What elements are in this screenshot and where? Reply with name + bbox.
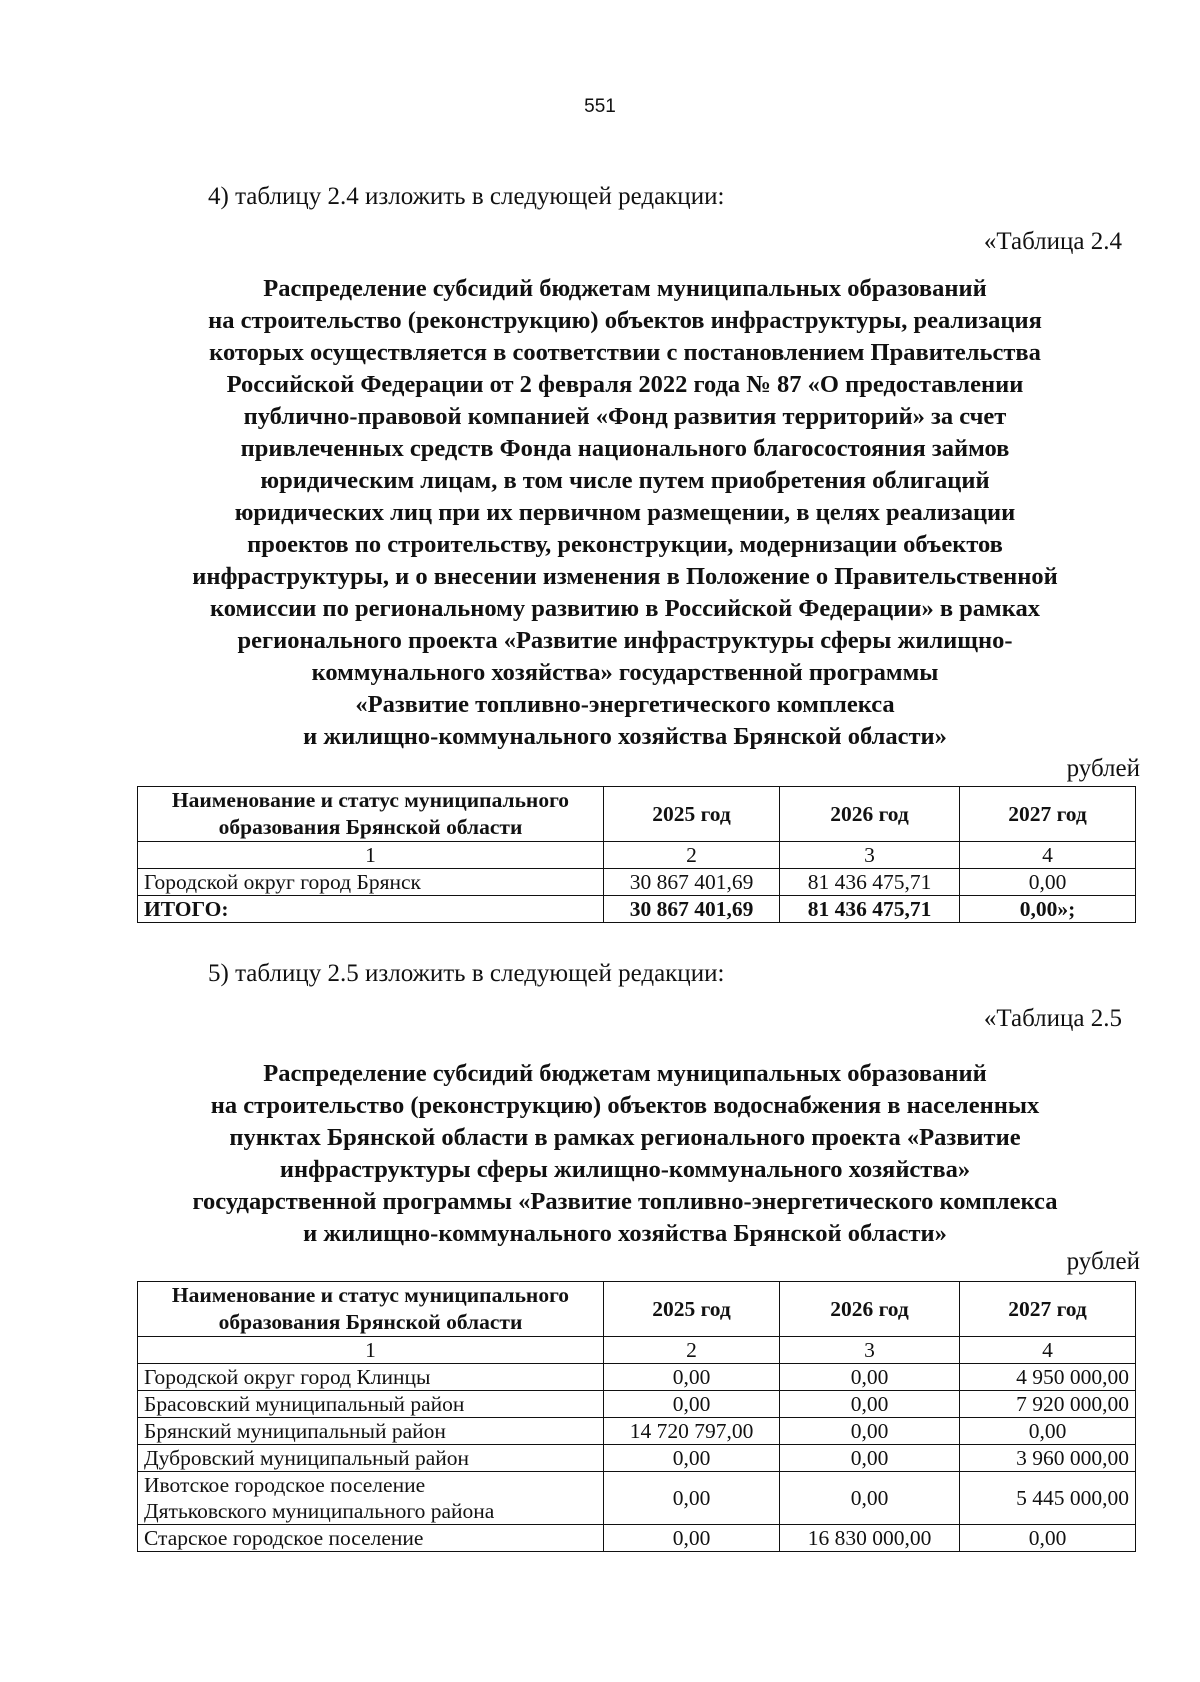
heading-line: коммунального хозяйства» государственной программы [311,659,939,686]
section-4-instruction: 4) таблицу 2.4 изложить в следующей редакции: [208,183,725,210]
value-2025: 14 720 797,00 [604,1418,780,1445]
heading-line: привлеченных средств Фонда национального благосостояния займов [240,435,1010,462]
section-5-instruction: 5) таблицу 2.5 изложить в следующей редакции: [208,960,725,987]
heading-line: инфраструктуры, и о внесении изменения в Положение о Правительственной [192,563,1058,590]
page-number: 551 [584,96,616,117]
value-2026: 0,00 [780,1472,960,1525]
heading-line: и жилищно-коммунального хозяйства Брянской области» [303,723,947,750]
heading-line: на строительство (реконструкцию) объектов инфраструктуры, реализация [208,307,1042,334]
municipality-name: Дубровский муниципальный район [138,1445,604,1472]
table-row [138,869,1136,896]
municipality-name: Городской округ город Брянск [138,869,604,896]
heading-line: государственной программы «Развитие топливно-энергетического комплекса [192,1188,1058,1215]
table-2-5-units: рублей [1066,1248,1140,1275]
table-row [138,1391,1136,1418]
header-line: Наименование и статус муниципального [171,788,570,812]
table-header-row [138,787,1136,842]
header-2025: 2025 год [604,787,780,842]
value-2027: 5 445 000,00 [960,1472,1136,1525]
table-row [138,1364,1136,1391]
table-row [138,1445,1136,1472]
heading-line: которых осуществляется в соответствии с постановлением Правительства [209,339,1041,366]
heading-line: комиссии по региональному развитию в Российской Федерации» в рамках [209,595,1040,622]
value-2027: 0,00 [960,869,1136,896]
heading-line: Российской Федерации от 2 февраля 2022 года № 87 «О предоставлении [226,371,1024,398]
header-municipality [138,787,604,842]
column-number: 3 [780,1337,960,1364]
column-number: 3 [780,842,960,869]
table-2-4-units: рублей [1066,755,1140,782]
value-2027: 4 950 000,00 [960,1364,1136,1391]
numbering-row [138,842,1136,869]
value-2026: 16 830 000,00 [780,1525,960,1552]
column-number: 4 [960,842,1136,869]
value-2025: 0,00 [604,1391,780,1418]
table-2-5-heading [130,1058,1120,1250]
value-2027: 7 920 000,00 [960,1391,1136,1418]
table-row [138,1525,1136,1552]
value-2025: 30 867 401,69 [604,869,780,896]
value-2026: 81 436 475,71 [780,869,960,896]
heading-line: юридическим лицам, в том числе путем приобретения облигаций [260,467,990,494]
column-number: 2 [604,842,780,869]
heading-line: и жилищно-коммунального хозяйства Брянской области» [303,1220,947,1247]
heading-line: на строительство (реконструкцию) объектов водоснабжения в населенных [210,1092,1040,1119]
value-2026: 0,00 [780,1418,960,1445]
header-2025: 2025 год [604,1282,780,1337]
column-number: 1 [138,842,604,869]
column-number: 1 [138,1337,604,1364]
municipality-name: Старское городское поселение [138,1525,604,1552]
heading-line: Распределение субсидий бюджетам муниципальных образований [263,275,987,302]
table-2-4-label: «Таблица 2.4 [983,228,1122,255]
heading-line: регионального проекта «Развитие инфраструктуры сферы жилищно- [237,627,1013,654]
heading-line: «Развитие топливно-энергетического комплекса [355,691,895,718]
value-2027: 0,00 [960,1418,1136,1445]
value-2026: 0,00 [780,1391,960,1418]
name-line: Ивотское городское поселение [144,1473,426,1497]
table-row [138,1472,1136,1525]
numbering-row [138,1337,1136,1364]
value-2026: 0,00 [780,1445,960,1472]
municipality-name: Брасовский муниципальный район [138,1391,604,1418]
heading-line: Распределение субсидий бюджетам муниципальных образований [263,1060,987,1087]
total-2025: 30 867 401,69 [604,896,780,923]
value-2025: 0,00 [604,1364,780,1391]
header-line: образования Брянской области [218,1310,523,1334]
column-number: 4 [960,1337,1136,1364]
heading-line: инфраструктуры сферы жилищно-коммунального хозяйства» [279,1156,971,1183]
heading-line: юридических лиц при их первичном размещении, в целях реализации [234,499,1016,526]
value-2025: 0,00 [604,1472,780,1525]
value-2027: 0,00 [960,1525,1136,1552]
header-2027: 2027 год [960,1282,1136,1337]
header-municipality [138,1282,604,1337]
column-number: 2 [604,1337,780,1364]
table-2-4 [137,786,1136,923]
value-2026: 0,00 [780,1364,960,1391]
header-2027: 2027 год [960,787,1136,842]
total-2026: 81 436 475,71 [780,896,960,923]
header-line: образования Брянской области [218,815,523,839]
value-2025: 0,00 [604,1445,780,1472]
table-row [138,1418,1136,1445]
heading-line: проектов по строительству, реконструкции, модернизации объектов [247,531,1003,558]
table-2-5 [137,1281,1136,1552]
value-2025: 0,00 [604,1525,780,1552]
total-label: ИТОГО: [138,896,604,923]
header-2026: 2026 год [780,1282,960,1337]
municipality-name: Городской округ город Клинцы [138,1364,604,1391]
municipality-name: Брянский муниципальный район [138,1418,604,1445]
table-2-4-heading [130,273,1120,753]
value-2027: 3 960 000,00 [960,1445,1136,1472]
heading-line: публично-правовой компанией «Фонд развития территорий» за счет [243,403,1007,430]
header-line: Наименование и статус муниципального [171,1283,570,1307]
total-row [138,896,1136,923]
municipality-name [138,1472,604,1525]
table-2-5-label: «Таблица 2.5 [983,1005,1122,1032]
heading-line: пунктах Брянской области в рамках регионального проекта «Развитие [229,1124,1021,1151]
header-2026: 2026 год [780,787,960,842]
total-2027: 0,00»; [960,896,1136,923]
table-header-row [138,1282,1136,1337]
name-line: Дятьковского муниципального района [144,1499,495,1523]
